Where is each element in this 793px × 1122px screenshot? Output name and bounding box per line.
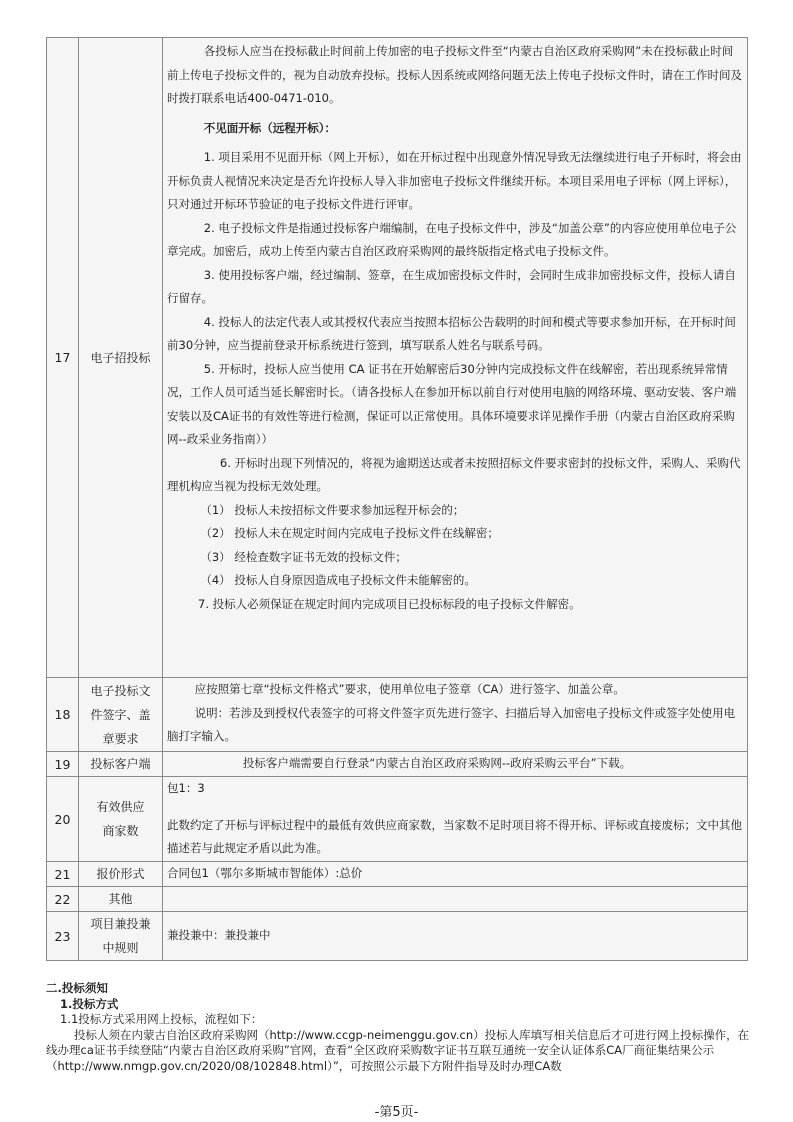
paragraph: 2. 电子投标文件是指通过投标客户端编制，在电子投标文件中，涉及“加盖公章”的内容应使用单位电子公章完成。加密后，成功上传至内蒙古自治区政府采购网的最终版指定格式电子投标文件。 bbox=[167, 220, 737, 258]
table-row bbox=[47, 912, 748, 961]
paragraph: 4. 投标人的法定代表人或其授权代表应当按照本招标公告载明的时间和模式等要求参加开标，在开标时间前30分钟，应当提前登录开标系统进行签到，填写联系人姓名与联系号码。 bbox=[167, 314, 736, 352]
row-item: 电子投标文件签字、盖章要求 bbox=[79, 678, 163, 752]
section-heading: 二.投标须知 bbox=[46, 981, 108, 995]
table-row bbox=[47, 752, 748, 777]
row-number: 17 bbox=[47, 38, 79, 678]
row-number: 23 bbox=[47, 912, 79, 961]
row-number: 18 bbox=[47, 678, 79, 752]
row-item: 电子招投标 bbox=[79, 38, 163, 678]
row-content bbox=[163, 862, 748, 887]
paragraph: 说明：若涉及到授权代表签字的可将文件签字页先进行签字、扫描后导入加密电子投标文件或签字处使用电脑打字输入。 bbox=[167, 705, 736, 743]
table-row bbox=[47, 862, 748, 887]
row-item: 有效供应商家数 bbox=[79, 777, 163, 862]
row-item: 投标客户端 bbox=[79, 752, 163, 777]
table-row bbox=[47, 887, 748, 912]
paragraph: 各投标人应当在投标截止时间前上传加密的电子投标文件至“内蒙古自治区政府采购网”未在投标截止时间前上传电子投标文件的，视为自动放弃投标。投标人因系统或网络问题无法上传电子投标文件时，请在工作时间及时拨打联系电话400-0471-010。 bbox=[167, 44, 742, 105]
paragraph: 应按照第七章“投标文件格式”要求，使用单位电子签章（CA）进行签字、加盖公章。 bbox=[194, 682, 625, 696]
row-number: 22 bbox=[47, 887, 79, 912]
table-row bbox=[47, 38, 748, 678]
paragraph: 合同包1（鄂尔多斯城市智能体）:总价 bbox=[167, 866, 363, 880]
row-content bbox=[163, 887, 748, 912]
row-content bbox=[163, 38, 748, 678]
row-item: 其他 bbox=[79, 887, 163, 912]
paragraph: 兼投兼中：兼投兼中 bbox=[167, 928, 271, 943]
page-number: -第5页- bbox=[374, 1105, 419, 1120]
row-content bbox=[163, 752, 748, 777]
table-row bbox=[47, 777, 748, 862]
paragraph: 此数约定了开标与评标过程中的最低有效供应商家数，当家数不足时项目将不得开标、评标或直接废标；文中其他描述若与此规定矛盾以此为准。 bbox=[167, 817, 742, 855]
bid-info-table bbox=[46, 37, 748, 961]
paragraph: 5. 开标时，投标人应当使用 CA 证书在开始解密后30分钟内完成投标文件在线解密，若出现系统异常情况，工作人员可适当延长解密时长。（请各投标人在参加开标以前自行对使用电脑的网络环境、驱动安装、客户端安装以及CA证书的有效性等进行检测，保证可以正常使用。具体环境要求详见操作手册（内蒙古自治区政府采购网--政采业务指南）） bbox=[167, 361, 737, 446]
row-content bbox=[163, 678, 748, 752]
paragraph: 包1：3 bbox=[167, 781, 205, 795]
row-number: 20 bbox=[47, 777, 79, 862]
paragraph: 6. 开标时出现下列情况的，将视为逾期送达或者未按照招标文件要求密封的投标文件，采购人、采购代理机构应当视为投标无效处理。 bbox=[167, 455, 741, 493]
table-row bbox=[47, 678, 748, 752]
clause-title: 1.1投标方式采用网上投标，流程如下： bbox=[60, 1012, 263, 1026]
list-item: （3） 经检查数字证书无效的投标文件； bbox=[200, 549, 407, 564]
list-item: （4） 投标人自身原因造成电子投标文件未能解密的。 bbox=[200, 573, 476, 587]
section-label: 不见面开标（远程开标）： bbox=[203, 120, 337, 135]
row-number: 21 bbox=[47, 862, 79, 887]
row-content bbox=[163, 777, 748, 862]
list-item: （1） 投标人未按招标文件要求参加远程开标会的； bbox=[200, 502, 465, 517]
subsection-heading: 1.投标方式 bbox=[60, 996, 119, 1011]
bidding-instructions-section bbox=[46, 981, 751, 1074]
row-content bbox=[163, 912, 748, 961]
row-item: 报价形式 bbox=[79, 862, 163, 887]
row-item: 项目兼投兼中规则 bbox=[79, 912, 163, 961]
row-number: 19 bbox=[47, 752, 79, 777]
paragraph: 投标客户端需要自行登录“内蒙古自治区政府采购网--政府采购云平台”下载。 bbox=[242, 756, 632, 770]
paragraph: 3. 使用投标客户端，经过编制、签章，在生成加密投标文件时，会同时生成非加密投标文件，投标人请自行留存。 bbox=[167, 267, 736, 305]
paragraph: 1. 项目采用不见面开标（网上开标），如在开标过程中出现意外情况导致无法继续进行电子开标时，将会由开标负责人视情况来决定是否允许投标人导入非加密电子投标文件继续开标。本项目采用电子评标（网上评标），只对通过开标环节验证的电子投标文件进行评审。 bbox=[167, 150, 742, 211]
paragraph: 7. 投标人必须保证在规定时间内完成项目已投标标段的电子投标文件解密。 bbox=[198, 596, 581, 611]
clause-body: 投标人须在内蒙古自治区政府采购网（http://www.ccgp-neimenggu.gov.cn）投标人库填写相关信息后才可进行网上投标操作，在线办理ca证书手续登陆“内蒙古自治区政府采购”官网，查看“全区政府采购数字证书互联互通统一安全认证体系CA厂商征集结果公示（http://www.nmgp.gov.cn/2020/08/102848.html）”，可按照公示最下方附件指导及时办理CA数 bbox=[46, 1027, 750, 1073]
list-item: （2） 投标人未在规定时间内完成电子投标文件在线解密； bbox=[200, 526, 499, 540]
